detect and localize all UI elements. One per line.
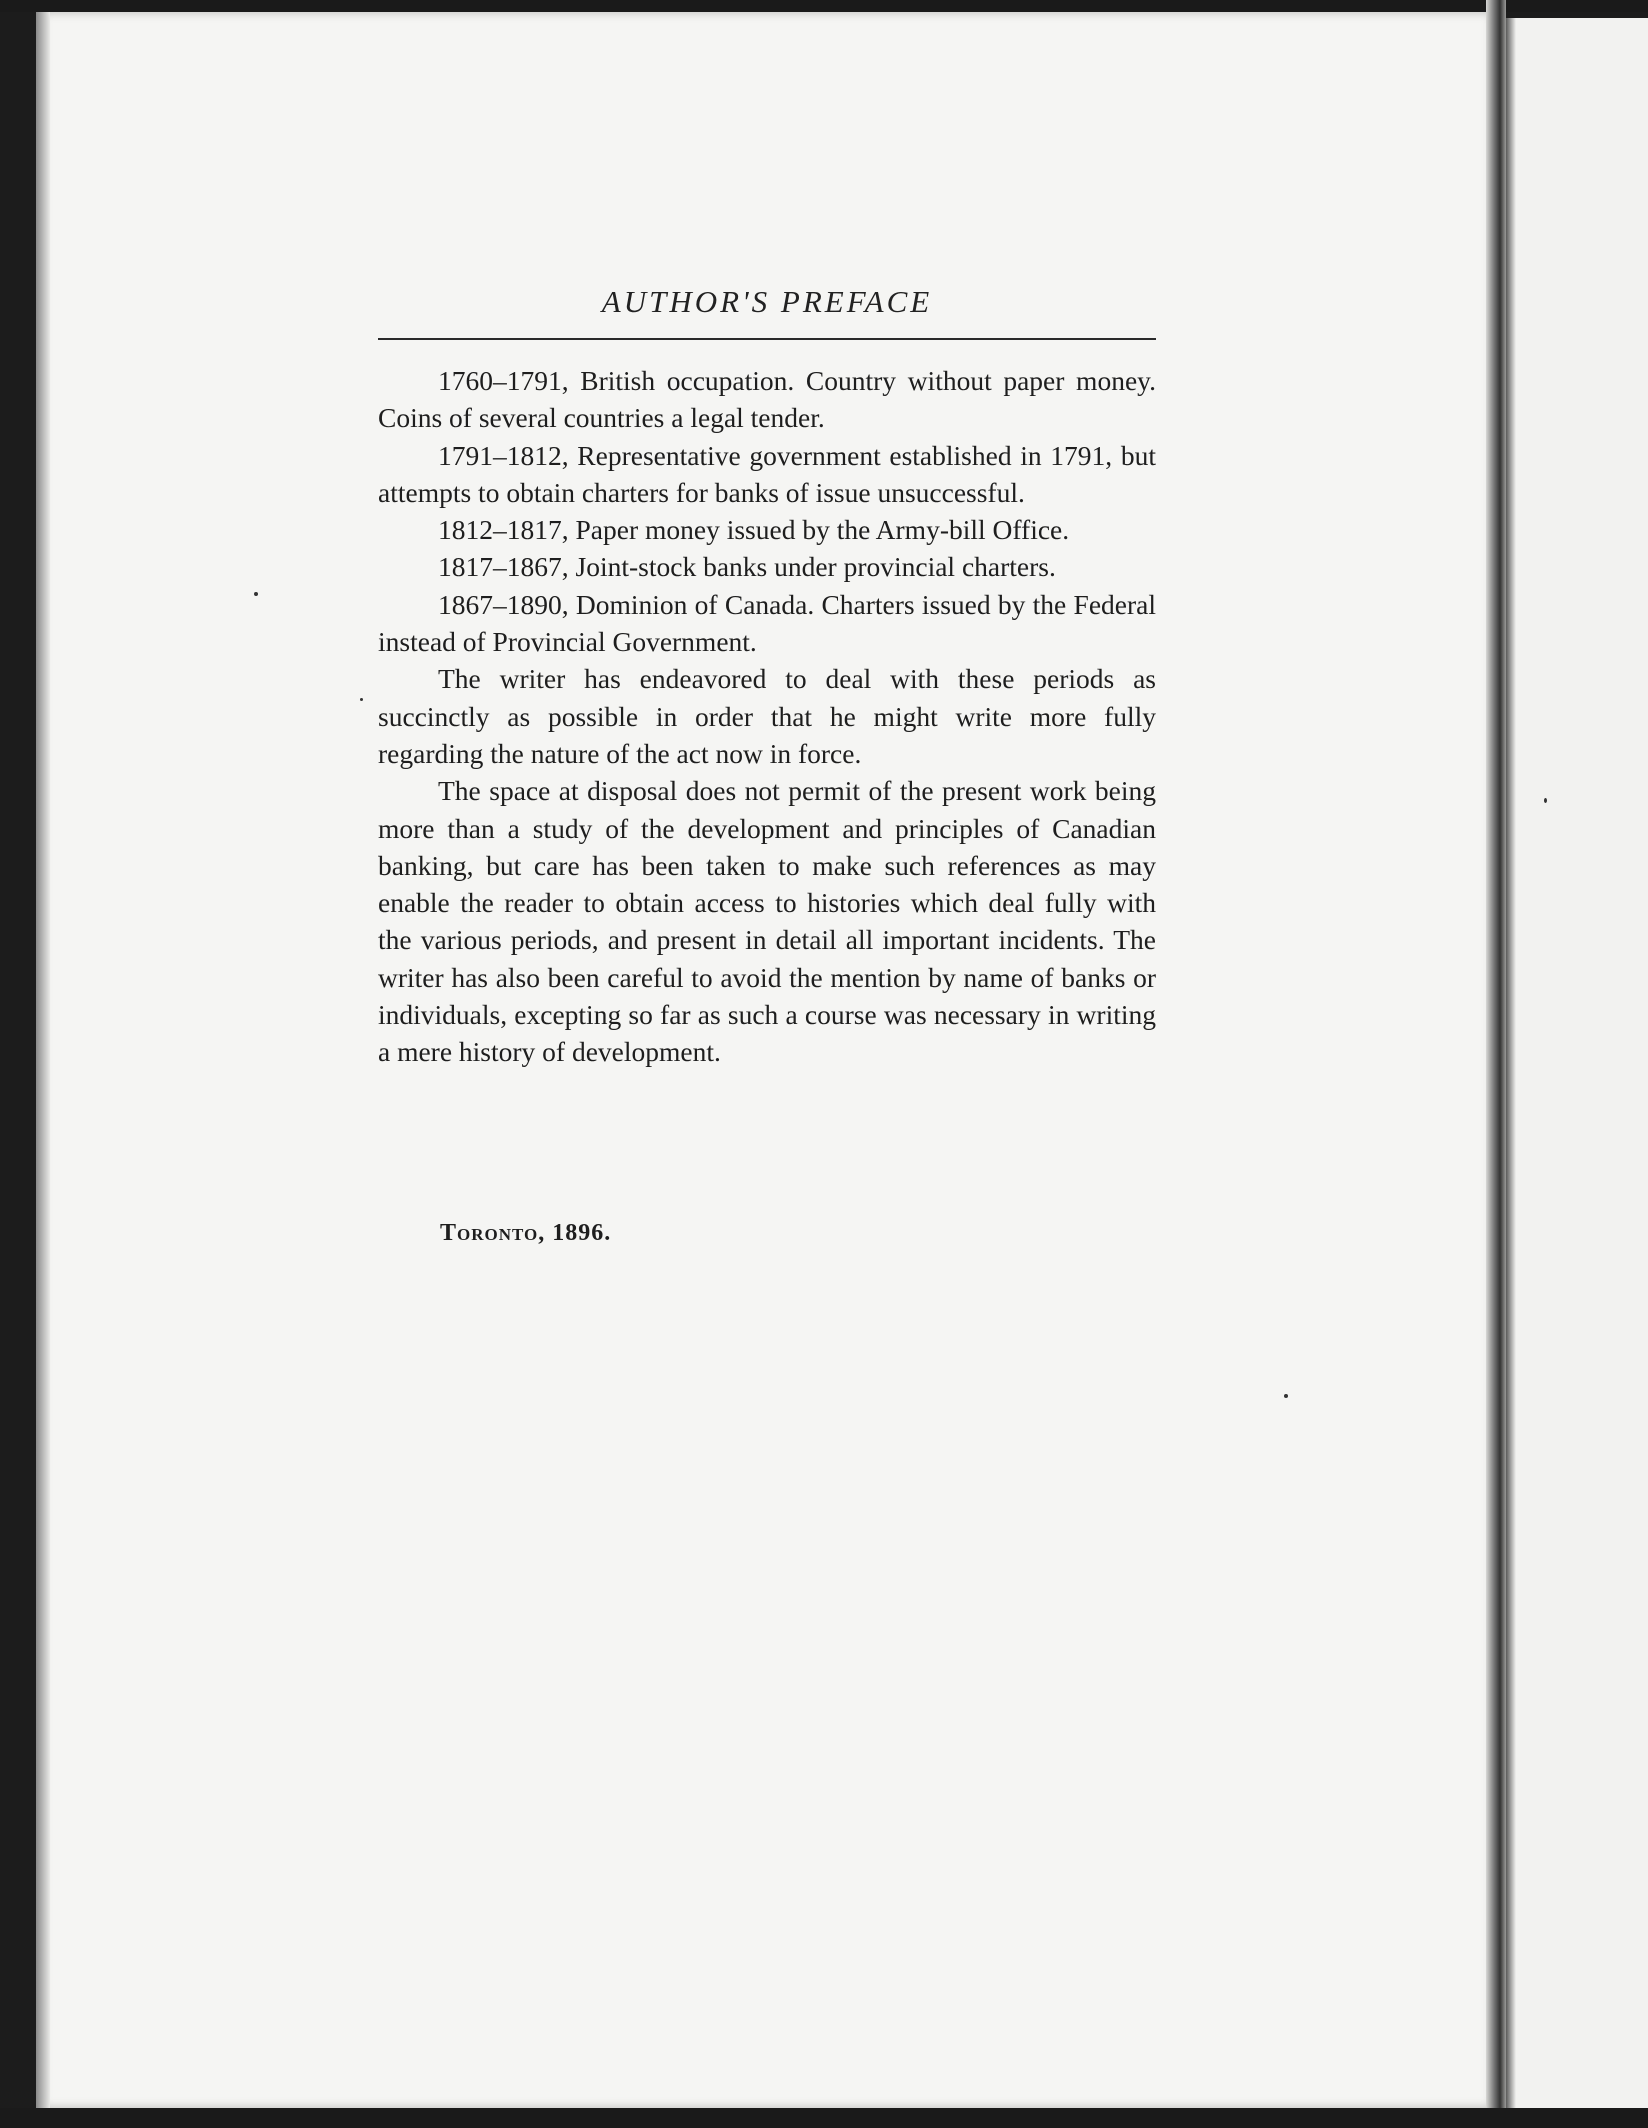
paragraph-scope: The space at disposal does not permit of the present work being more than a study of the development and principles of Canadian banking, but care has been taken to make such references as may enable the reader to obtain access to histories which deal fully with the various periods, and present in detail all important incidents. The writer has also been careful to avoid the mention by name of banks or individuals, excepting so far as such a course was necessary in writing a mere history of development. bbox=[378, 775, 1156, 1068]
paragraph-period-1791: 1791–1812, Representative government established in 1791, but attempts to obtain charters for banks of issue unsuccessful. bbox=[378, 439, 1156, 508]
book-gutter bbox=[1486, 0, 1506, 2128]
scan-speck bbox=[1544, 798, 1547, 803]
paragraph-period-1812: 1812–1817, Paper money issued by the Army-bill Office. bbox=[438, 514, 1070, 546]
scan-top-edge bbox=[0, 0, 1648, 12]
scan-speck bbox=[360, 698, 363, 701]
scan-speck bbox=[254, 592, 258, 596]
running-header: AUTHOR'S PREFACE bbox=[601, 284, 933, 319]
facing-page-edge bbox=[1506, 18, 1648, 2128]
header-rule bbox=[378, 338, 1156, 340]
paragraph-period-1817: 1817–1867, Joint-stock banks under provincial charters. bbox=[438, 551, 1056, 583]
page-binding-shadow bbox=[36, 12, 50, 2108]
place-date-signoff: Toronto, 1896. bbox=[440, 1220, 612, 1246]
scan-speck bbox=[1284, 1394, 1288, 1398]
paragraph-writer-intent: The writer has endeavored to deal with these periods as succinctly as possible in order that he might write more fully regarding the nature of the act now in force. bbox=[378, 663, 1156, 769]
paragraph-period-1867: 1867–1890, Dominion of Canada. Charters issued by the Federal instead of Provincial Government. bbox=[378, 588, 1156, 658]
preface-body bbox=[378, 362, 1156, 1071]
paragraph-period-1760: 1760–1791, British occupation. Country without paper money. Coins of several countries a legal tender. bbox=[378, 365, 1156, 434]
scan-bottom-edge bbox=[0, 2108, 1648, 2128]
